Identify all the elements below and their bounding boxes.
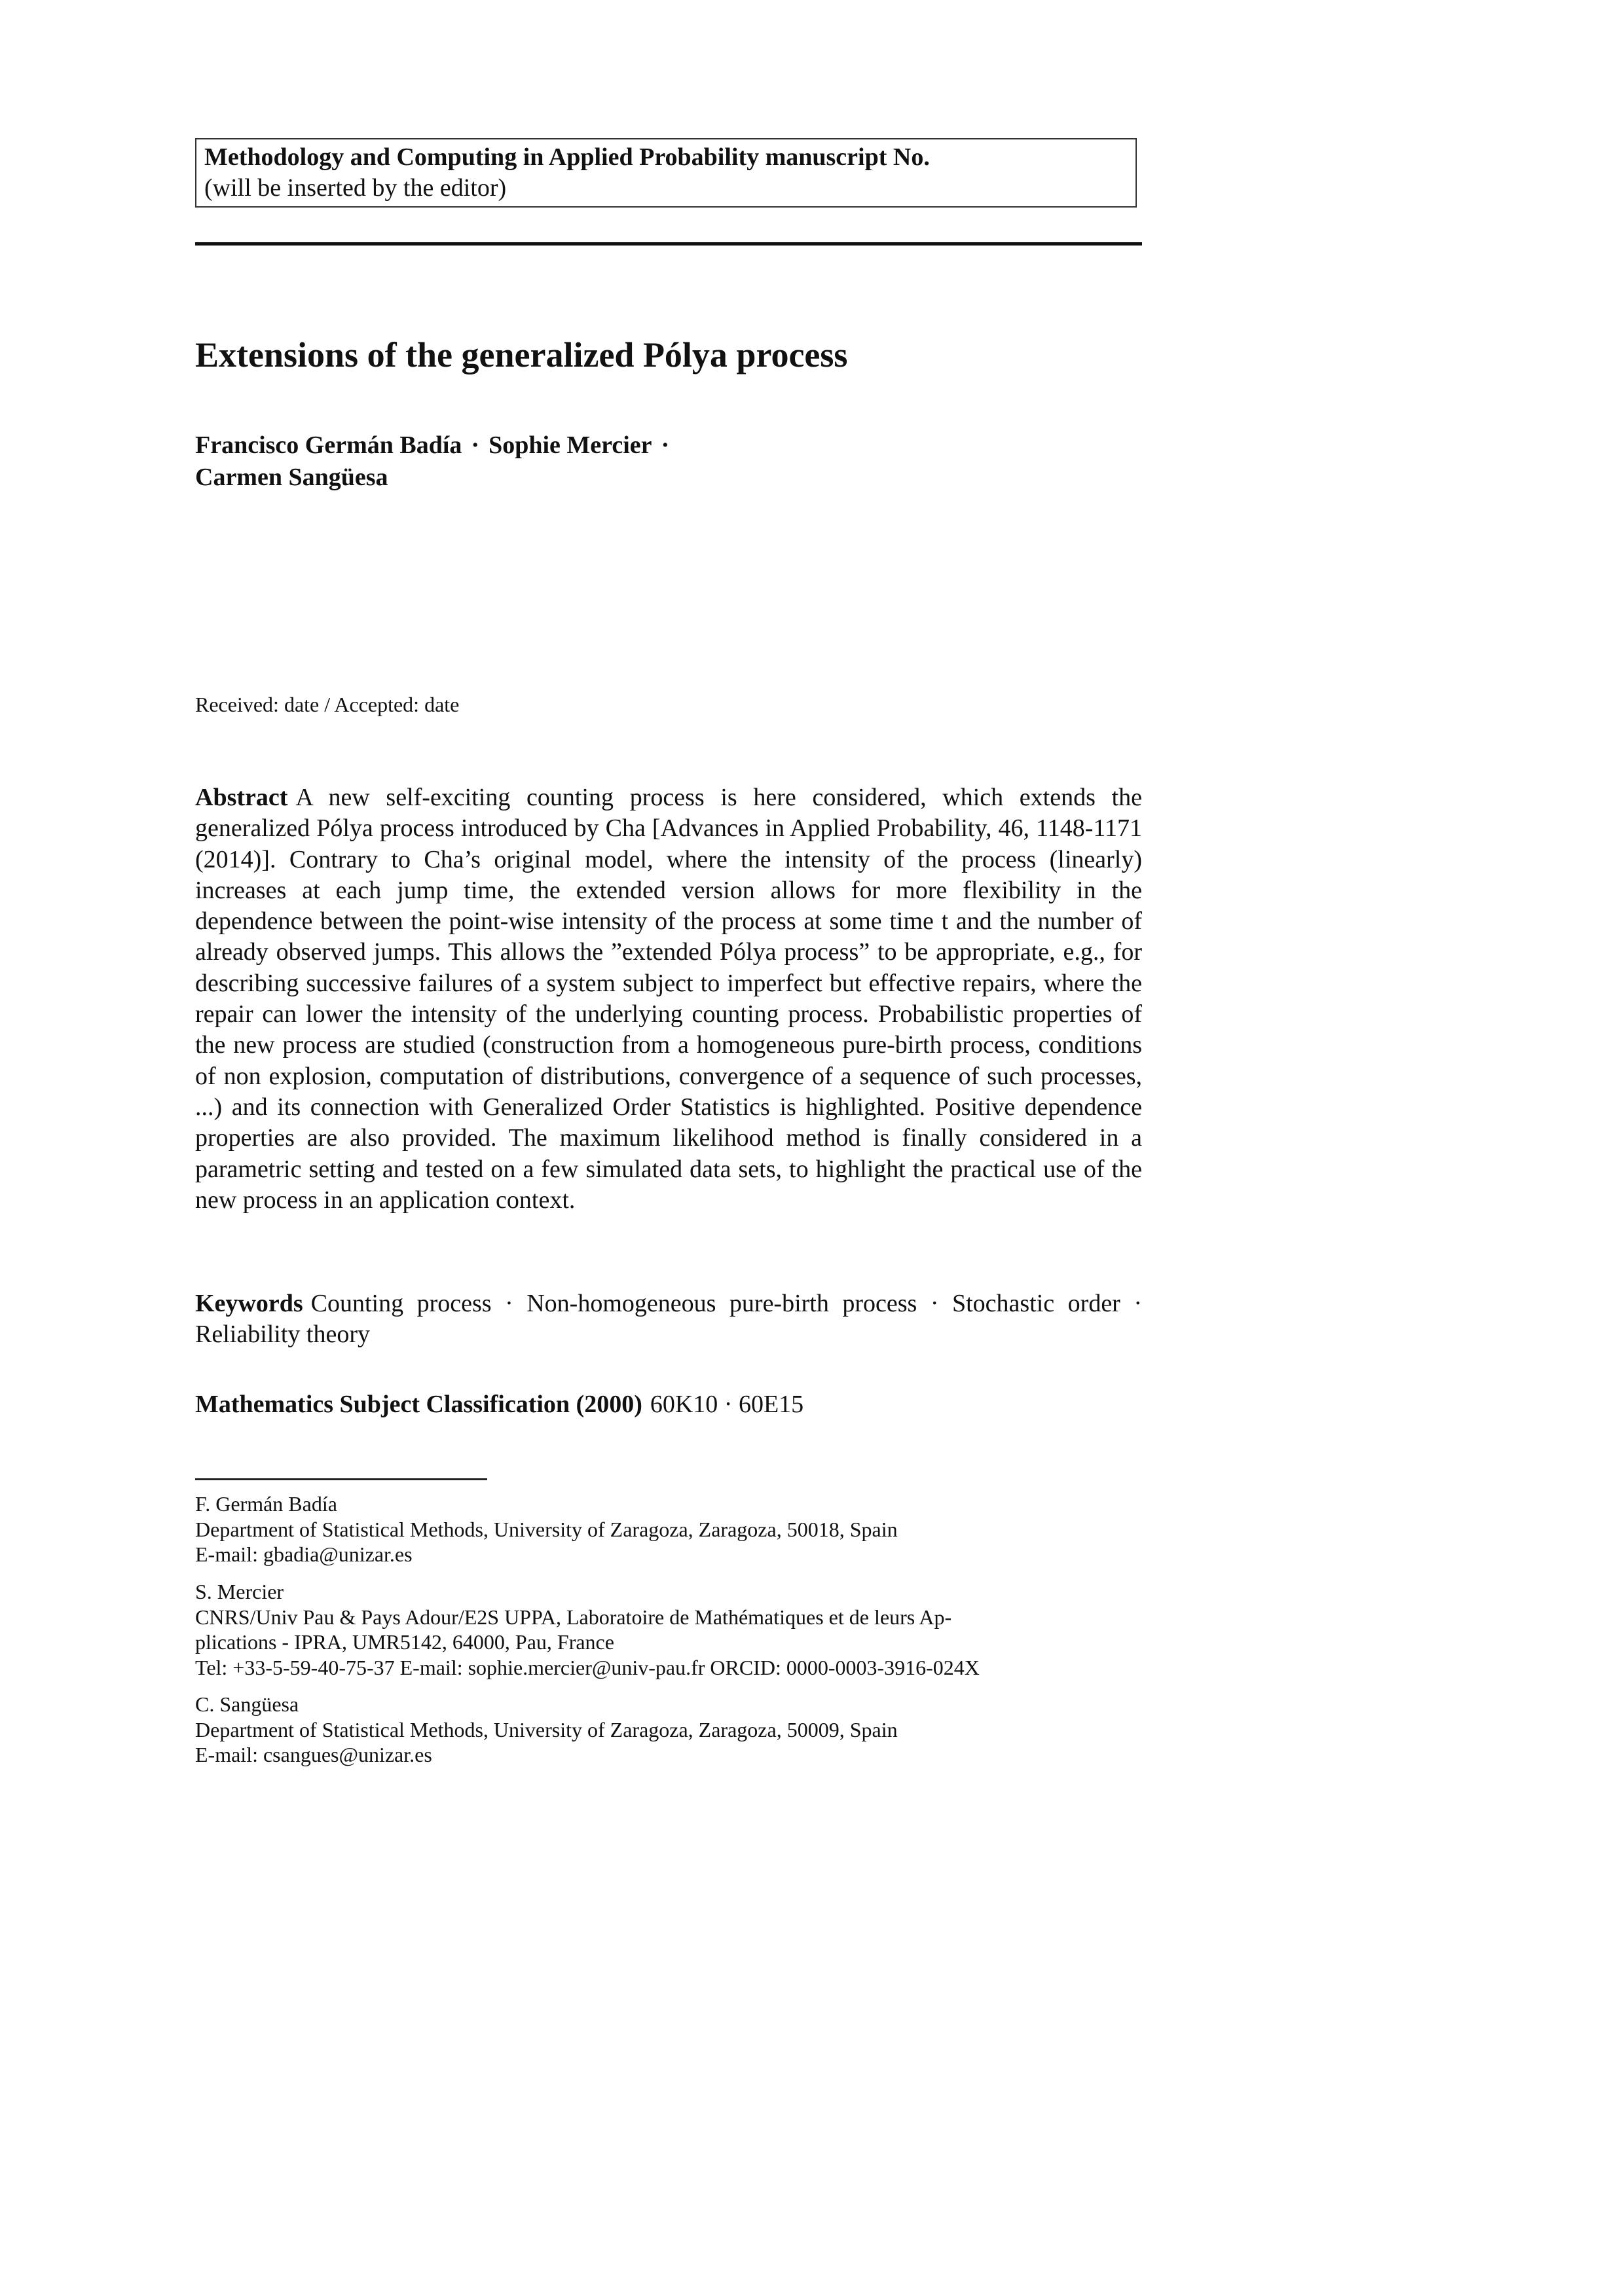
affiliation-email: E-mail: csangues@unizar.es	[195, 1743, 432, 1766]
editor-note: (will be inserted by the editor)	[204, 174, 507, 202]
footnote-rule	[195, 1478, 487, 1480]
author-name: Carmen Sangüesa	[195, 464, 388, 491]
keywords	[195, 1288, 1142, 1350]
abstract-text: A new self-exciting counting process is here considered, which extends the generalized Pólya process introduced by Cha [Advances in Applied Probability, 46, 1148-1171 (2014)]. Contrary to Cha’s original model, where the intensity of the process (linearly) increases at each jump time, the extended version allows for more flexibility in the dependence between the point-wise intensity of the process at some time t and the number of already observed jumps. This allows the ”extended Pólya process” to be appropriate, e.g., for describing successive failures of a system subject to imperfect but effective repairs, where the repair can lower the intensity of the underlying counting process. Probabilistic properties of the new process are studied (construction from a homogeneous pure-birth process, conditions of non explosion, computation of distributions, convergence of a sequence of such processes, ...) and its connection with Generalized Order Statistics is highlighted. Positive dependence properties are also provided. The maximum likelihood method is finally considered in a parametric setting and tested on a few simulated data sets, to highlight the practical use of the new process in an application context.	[195, 784, 1142, 1214]
keywords-text: Counting process · Non-homogeneous pure-birth process · Stochastic order · Reliability theory	[195, 1290, 1142, 1348]
affiliation-address: Department of Statistical Methods, University of Zaragoza, Zaragoza, 50009, Spain	[195, 1717, 898, 1741]
affiliation-address: plications - IPRA, UMR5142, 64000, Pau, France	[195, 1630, 614, 1654]
msc-codes: 60K10 · 60E15	[650, 1391, 804, 1418]
affiliation-address: Department of Statistical Methods, University of Zaragoza, Zaragoza, 50018, Spain	[195, 1517, 898, 1541]
affiliation-author: S. Mercier	[195, 1580, 284, 1603]
received-accepted-dates: Received: date / Accepted: date	[195, 693, 460, 716]
journal-header-box	[195, 138, 1137, 208]
affiliation-author: C. Sangüesa	[195, 1692, 299, 1716]
paper-title: Extensions of the generalized Pólya process	[195, 335, 848, 374]
affiliation-block	[195, 1491, 1142, 1567]
author-separator: ·	[661, 431, 670, 459]
abstract-label: Abstract	[195, 784, 288, 811]
author-line-2	[195, 462, 678, 494]
author-separator: ·	[471, 431, 480, 459]
author-name: Francisco Germán Badía	[195, 431, 462, 459]
msc-label: Mathematics Subject Classification (2000)	[195, 1391, 642, 1418]
author-line-1	[195, 429, 678, 462]
header-rule	[195, 242, 1142, 246]
author-list	[195, 429, 678, 494]
author-name: Sophie Mercier	[489, 431, 652, 459]
affiliation-address: CNRS/Univ Pau & Pays Adour/E2S UPPA, Laboratoire de Mathématiques et de leurs Ap-	[195, 1605, 952, 1629]
abstract	[195, 782, 1142, 1216]
journal-name: Methodology and Computing in Applied Probability manuscript No.	[204, 143, 930, 171]
affiliation-block	[195, 1579, 1142, 1680]
affiliation-block	[195, 1692, 1142, 1768]
affiliation-author: F. Germán Badía	[195, 1492, 337, 1516]
subject-classification	[195, 1389, 803, 1420]
affiliation-email: E-mail: gbadia@unizar.es	[195, 1542, 413, 1566]
keywords-label: Keywords	[195, 1290, 303, 1317]
affiliation-contact: Tel: +33-5-59-40-75-37 E-mail: sophie.mercier@univ-pau.fr ORCID: 0000-0003-3916-024X	[195, 1655, 980, 1679]
